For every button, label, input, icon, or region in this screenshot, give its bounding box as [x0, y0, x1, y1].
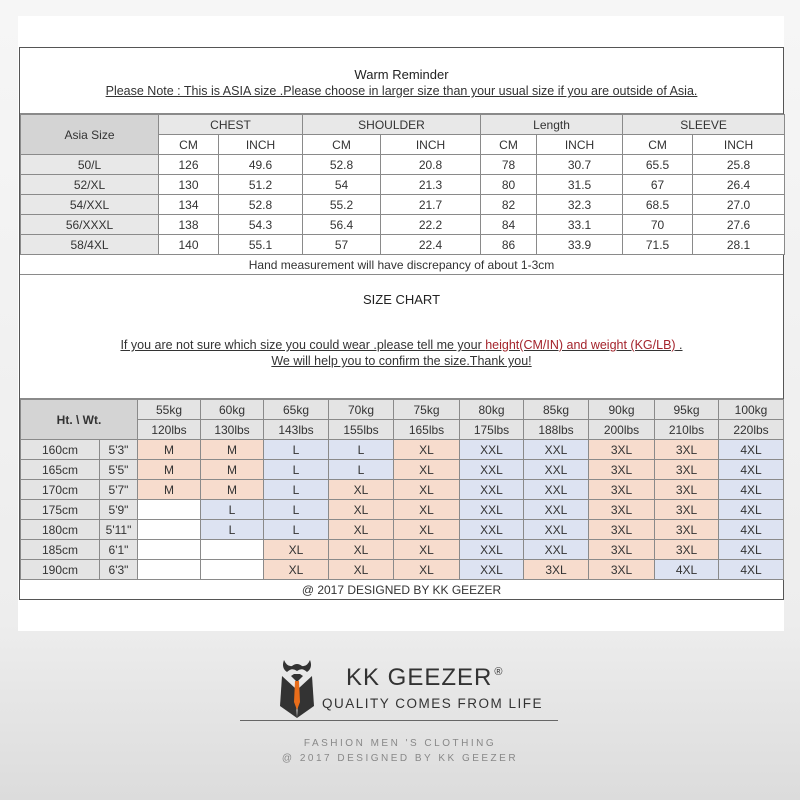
weight-kg-header: 65kg: [264, 400, 329, 420]
size-cell: 4XL: [719, 540, 784, 560]
unit-inch: INCH: [537, 135, 623, 155]
group-header-length: Length: [481, 115, 623, 135]
size-cell: L: [264, 460, 329, 480]
warm-reminder: [20, 48, 783, 114]
measurement-cell: 21.7: [381, 195, 481, 215]
size-cell: XXL: [524, 540, 589, 560]
weight-lbs-header: 210lbs: [655, 420, 719, 440]
measurement-cell: 71.5: [623, 235, 693, 255]
weight-lbs-header: 220lbs: [719, 420, 784, 440]
size-cell: L: [201, 500, 264, 520]
unit-inch: INCH: [693, 135, 785, 155]
size-cell: 3XL: [655, 460, 719, 480]
weight-kg-header: 70kg: [329, 400, 394, 420]
size-cell: L: [264, 480, 329, 500]
size-cell: XXL: [460, 540, 524, 560]
group-header-chest: CHEST: [159, 115, 303, 135]
measurement-cell: 78: [481, 155, 537, 175]
measurement-cell: 25.8: [693, 155, 785, 175]
size-cell: L: [264, 500, 329, 520]
height-cm: 165cm: [21, 460, 100, 480]
weight-lbs-header: 175lbs: [460, 420, 524, 440]
size-cell: XXL: [460, 440, 524, 460]
size-cell: M: [201, 460, 264, 480]
height-cm: 190cm: [21, 560, 100, 580]
gentleman-tuxedo-logo-icon: [278, 658, 316, 720]
weight-kg-header: 85kg: [524, 400, 589, 420]
height-row: [21, 500, 784, 520]
brand-name-text: KK GEEZER: [346, 664, 493, 691]
measurement-cell: 27.0: [693, 195, 785, 215]
size-cell: 3XL: [589, 560, 655, 580]
height-ft: 5'3": [100, 440, 138, 460]
size-cell: L: [329, 460, 394, 480]
weight-kg-header: 95kg: [655, 400, 719, 420]
measurement-cell: 49.6: [219, 155, 303, 175]
size-cell: XL: [394, 460, 460, 480]
size-cell: 4XL: [655, 560, 719, 580]
size-cell: 4XL: [719, 460, 784, 480]
size-cell: L: [201, 520, 264, 540]
unit-inch: INCH: [381, 135, 481, 155]
size-cell: 3XL: [655, 540, 719, 560]
size-chart-title: SIZE CHART: [362, 292, 441, 307]
size-cell: XL: [264, 560, 329, 580]
measurement-cell: 65.5: [623, 155, 693, 175]
measurement-cell: 86: [481, 235, 537, 255]
ht-wt-corner: Ht. \ Wt.: [21, 400, 138, 440]
measurement-cell: 33.1: [537, 215, 623, 235]
size-cell: [201, 540, 264, 560]
weight-kg-header: 90kg: [589, 400, 655, 420]
brand-credit: @ 2017 DESIGNED BY KK GEEZER: [281, 753, 519, 764]
size-cell: 3XL: [589, 500, 655, 520]
size-cell: XL: [394, 520, 460, 540]
unit-cm: CM: [481, 135, 537, 155]
weight-lbs-header: 200lbs: [589, 420, 655, 440]
weight-kg-header: 100kg: [719, 400, 784, 420]
measurement-cell: 84: [481, 215, 537, 235]
size-cell: 3XL: [589, 460, 655, 480]
measurement-cell: 20.8: [381, 155, 481, 175]
size-label: 52/XL: [21, 175, 159, 195]
brand-footer: [0, 652, 800, 792]
size-cell: 4XL: [719, 500, 784, 520]
height-ft: 6'3": [100, 560, 138, 580]
size-cell: XXL: [460, 520, 524, 540]
size-cell: [138, 520, 201, 540]
size-cell: 4XL: [719, 480, 784, 500]
weight-lbs-header: 165lbs: [394, 420, 460, 440]
weight-kg-header: 55kg: [138, 400, 201, 420]
height-row: [21, 440, 784, 460]
unit-cm: CM: [623, 135, 693, 155]
size-cell: XL: [394, 560, 460, 580]
size-guide-frame: [19, 47, 784, 600]
group-header-shoulder: SHOULDER: [303, 115, 481, 135]
height-ft: 5'5": [100, 460, 138, 480]
size-cell: XL: [329, 540, 394, 560]
weight-kg-header: 75kg: [394, 400, 460, 420]
size-cell: XXL: [524, 440, 589, 460]
size-cell: [201, 560, 264, 580]
size-cell: XXL: [524, 500, 589, 520]
height-row: [21, 540, 784, 560]
measurement-cell: 22.2: [381, 215, 481, 235]
size-row: [21, 235, 785, 255]
size-cell: XXL: [460, 500, 524, 520]
measurement-cell: 126: [159, 155, 219, 175]
height-cm: 175cm: [21, 500, 100, 520]
size-cell: 3XL: [589, 480, 655, 500]
height-cm: 185cm: [21, 540, 100, 560]
measurement-cell: 130: [159, 175, 219, 195]
size-cell: [138, 500, 201, 520]
height-row: [21, 520, 784, 540]
height-weight-table: [20, 399, 784, 580]
measurement-cell: 22.4: [381, 235, 481, 255]
measurement-cell: 51.2: [219, 175, 303, 195]
size-chart-instructions: [20, 337, 783, 353]
size-cell: XL: [264, 540, 329, 560]
measurement-footnote: Hand measurement will have discrepancy of about 1-3cm: [20, 255, 783, 275]
measurement-cell: 21.3: [381, 175, 481, 195]
instruction-text: If you are not sure which size you could wear .please tell me your: [120, 338, 486, 352]
brand-name: [346, 664, 503, 692]
size-cell: L: [264, 520, 329, 540]
size-row: [21, 195, 785, 215]
design-credit: @ 2017 DESIGNED BY KK GEEZER: [301, 583, 502, 597]
weight-lbs-header: 143lbs: [264, 420, 329, 440]
group-header-sleeve: SLEEVE: [623, 115, 785, 135]
measurement-cell: 54: [303, 175, 381, 195]
measurement-cell: 80: [481, 175, 537, 195]
size-label: 56/XXXL: [21, 215, 159, 235]
brand-divider: [240, 720, 558, 721]
height-row: [21, 460, 784, 480]
measurement-cell: 52.8: [219, 195, 303, 215]
unit-cm: CM: [159, 135, 219, 155]
size-cell: M: [138, 440, 201, 460]
measurement-table: [20, 114, 785, 255]
reminder-title: Warm Reminder: [354, 67, 449, 82]
measurement-cell: 55.1: [219, 235, 303, 255]
size-cell: XL: [329, 520, 394, 540]
measurement-cell: 82: [481, 195, 537, 215]
size-row: [21, 215, 785, 235]
size-cell: 3XL: [589, 440, 655, 460]
size-cell: XL: [394, 540, 460, 560]
size-cell: 4XL: [719, 440, 784, 460]
size-cell: 3XL: [589, 520, 655, 540]
unit-cm: CM: [303, 135, 381, 155]
height-ft: 5'7": [100, 480, 138, 500]
size-cell: XXL: [524, 460, 589, 480]
measurement-cell: 56.4: [303, 215, 381, 235]
size-cell: XXL: [460, 560, 524, 580]
height-row: [21, 560, 784, 580]
measurement-cell: 138: [159, 215, 219, 235]
size-cell: [138, 540, 201, 560]
size-cell: M: [138, 480, 201, 500]
size-cell: M: [201, 480, 264, 500]
height-ft: 6'1": [100, 540, 138, 560]
size-label: 58/4XL: [21, 235, 159, 255]
weight-lbs-header: 188lbs: [524, 420, 589, 440]
measurement-cell: 70: [623, 215, 693, 235]
weight-lbs-header: 155lbs: [329, 420, 394, 440]
measurement-cell: 31.5: [537, 175, 623, 195]
size-cell: 4XL: [719, 520, 784, 540]
unit-inch: INCH: [219, 135, 303, 155]
size-cell: XXL: [524, 520, 589, 540]
size-cell: XXL: [460, 460, 524, 480]
size-chart-help-text: We will help you to confirm the size.Thank you!: [271, 354, 532, 368]
size-cell: 3XL: [589, 540, 655, 560]
size-cell: L: [264, 440, 329, 460]
size-cell: 3XL: [524, 560, 589, 580]
measurement-cell: 26.4: [693, 175, 785, 195]
size-cell: XXL: [524, 480, 589, 500]
measurement-cell: 140: [159, 235, 219, 255]
weight-kg-header: 80kg: [460, 400, 524, 420]
size-cell: XL: [329, 560, 394, 580]
instruction-highlight: height(CM/IN) and weight (KG/LB): [485, 338, 676, 352]
size-cell: L: [329, 440, 394, 460]
measurement-cell: 33.9: [537, 235, 623, 255]
height-cm: 160cm: [21, 440, 100, 460]
measurement-cell: 68.5: [623, 195, 693, 215]
measurement-cell: 52.8: [303, 155, 381, 175]
measurement-cell: 67: [623, 175, 693, 195]
size-cell: XL: [394, 500, 460, 520]
instruction-end: .: [675, 338, 683, 352]
size-cell: M: [138, 460, 201, 480]
brand-subtitle: FASHION MEN 'S CLOTHING: [303, 738, 497, 749]
weight-kg-header: 60kg: [201, 400, 264, 420]
size-cell: M: [201, 440, 264, 460]
size-cell: XL: [329, 500, 394, 520]
measurement-cell: 30.7: [537, 155, 623, 175]
height-ft: 5'11": [100, 520, 138, 540]
measurement-cell: 32.3: [537, 195, 623, 215]
measurement-cell: 134: [159, 195, 219, 215]
weight-lbs-header: 130lbs: [201, 420, 264, 440]
size-cell: XXL: [460, 480, 524, 500]
measurement-cell: 28.1: [693, 235, 785, 255]
size-cell: 3XL: [655, 520, 719, 540]
measurement-cell: 55.2: [303, 195, 381, 215]
weight-lbs-header: 120lbs: [138, 420, 201, 440]
size-cell: XL: [394, 440, 460, 460]
size-cell: 3XL: [655, 440, 719, 460]
asia-size-header: Asia Size: [21, 115, 159, 155]
size-chart-header: [20, 275, 783, 399]
size-label: 50/L: [21, 155, 159, 175]
size-cell: 3XL: [655, 480, 719, 500]
reminder-note: Please Note : This is ASIA size .Please choose in larger size than your usual size if you are outside of Asia.: [105, 84, 698, 98]
size-cell: [138, 560, 201, 580]
size-cell: 4XL: [719, 560, 784, 580]
size-cell: XL: [329, 480, 394, 500]
size-cell: 3XL: [655, 500, 719, 520]
size-label: 54/XXL: [21, 195, 159, 215]
registered-mark: ®: [494, 666, 504, 678]
size-row: [21, 155, 785, 175]
measurement-cell: 27.6: [693, 215, 785, 235]
brand-tagline: QUALITY COMES FROM LIFE: [322, 696, 544, 711]
size-cell: XL: [394, 480, 460, 500]
measurement-cell: 57: [303, 235, 381, 255]
height-cm: 170cm: [21, 480, 100, 500]
measurement-cell: 54.3: [219, 215, 303, 235]
height-row: [21, 480, 784, 500]
size-row: [21, 175, 785, 195]
height-cm: 180cm: [21, 520, 100, 540]
height-ft: 5'9": [100, 500, 138, 520]
